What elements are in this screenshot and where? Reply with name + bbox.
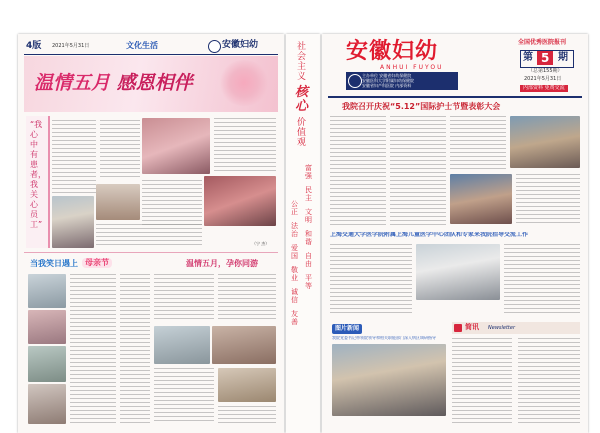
publisher-logo-icon	[348, 74, 362, 88]
section-divider	[24, 252, 278, 253]
values-title-bottom: 价值观	[297, 118, 307, 148]
news-briefs-col1	[452, 338, 512, 424]
story-nurses-col4	[516, 174, 580, 224]
left-page	[18, 34, 284, 433]
masthead-rule	[328, 96, 582, 98]
left-page-number: 4版	[26, 41, 42, 51]
issue-prefix: 第	[523, 52, 533, 63]
value-jingye: 敬业	[291, 266, 298, 282]
photo-nurses-award	[450, 174, 512, 224]
internal-note: 内部资料 免费交流	[520, 85, 568, 92]
masthead-title: 安徽妇幼	[346, 38, 439, 64]
news-briefs-col2	[518, 338, 580, 424]
photo-news-caption: 我院党委书记带领院领导和相关职能部门深入病区调研指导	[332, 336, 436, 340]
news-briefs-icon	[454, 324, 462, 332]
right-page	[322, 34, 588, 433]
publisher-line-3: 安徽省妇产科医院 内部资料	[362, 83, 412, 88]
story2-photo-4	[28, 384, 66, 424]
story1-photo-ceremony	[204, 176, 276, 226]
issue-suffix: 期	[558, 52, 568, 63]
header-rule	[24, 54, 278, 55]
value-aiguo: 爱国	[291, 244, 298, 260]
story1-text-col1	[52, 120, 96, 194]
values-col-left	[291, 200, 301, 326]
headline-nurses-day: 我院召开庆祝“5.12”国际护士节暨表彰大会	[342, 102, 501, 111]
banner-title-part1: 温情五月	[34, 72, 111, 94]
masthead-pinyin: ANHUI FUYOU	[380, 64, 444, 71]
photo-nurses-stage	[510, 116, 580, 168]
story2-title: 当我笑日遇上	[30, 259, 78, 268]
story-nurses-col1	[330, 116, 386, 226]
value-chengxin: 诚信	[291, 288, 298, 304]
issue-number: 5	[537, 51, 553, 65]
story-nurses-col2	[390, 116, 446, 226]
publisher-line-2: 安徽医科大学附属妇幼保健院	[362, 78, 414, 83]
story-visit-col2	[504, 244, 580, 316]
story1-label-text: “我心中有患者，我关心员工”	[30, 120, 46, 229]
value-wenming: 文明	[305, 208, 312, 224]
value-fazhi: 法治	[291, 222, 298, 238]
story3-photo-tour	[154, 326, 210, 364]
story1-text-col3	[214, 118, 276, 172]
photo-news-label: 图片新闻	[332, 324, 362, 334]
story3-text-col3	[154, 368, 214, 424]
story3-text-col4	[218, 406, 276, 424]
values-col-right	[305, 164, 315, 290]
value-ziyou: 自由	[305, 252, 312, 268]
story1-text-col2	[100, 120, 140, 180]
publisher-line-1: 主办单位 安徽省妇幼保健院	[362, 73, 412, 78]
story1-text-col4	[142, 180, 202, 228]
news-briefs-sub: Newsletter	[488, 325, 516, 331]
value-fuqiang: 富强	[305, 164, 312, 180]
story3-text-col2	[218, 274, 276, 322]
story2-text-col2	[120, 274, 150, 424]
value-hexie: 和谐	[305, 230, 312, 246]
issue-date: 2021年5月31日	[524, 76, 562, 82]
publisher-lines	[362, 73, 458, 88]
story1-photo-group	[52, 196, 94, 248]
left-logo-text: 安徽妇幼	[222, 40, 259, 50]
value-gongzheng: 公正	[291, 200, 298, 216]
total-issue: （总第155期）	[528, 68, 563, 74]
values-title-core: 核心	[295, 85, 309, 114]
story2-text-col1	[70, 274, 116, 424]
values-title-top: 社会主义	[297, 42, 307, 82]
banner-title	[34, 74, 193, 93]
story2-title-tag: 母亲节	[82, 258, 112, 268]
story2-photo-2	[28, 310, 66, 344]
values-strip	[286, 34, 320, 433]
story1-text-col5	[96, 224, 202, 248]
story3-text-col1	[154, 274, 214, 322]
value-minzhu: 民主	[305, 186, 312, 202]
story-visit-col1	[330, 244, 412, 316]
news-briefs-title: 简讯	[465, 323, 479, 331]
banner-flower-decoration	[218, 60, 270, 106]
story2-photo-1	[28, 274, 66, 308]
story3-photo-room	[218, 368, 276, 402]
story3-photo-crowd	[212, 326, 276, 364]
story2-photo-3	[28, 346, 66, 382]
photo-visit-group	[416, 244, 500, 300]
headline-shanghai-visit: 上海交通大学医学院附属上海儿童医学中心团队和专家来我院指导交流工作	[330, 232, 529, 238]
story1-photo-pink-team	[142, 118, 210, 174]
left-section-title: 文化生活	[126, 41, 158, 50]
left-logo-icon	[208, 40, 221, 53]
value-pingdeng: 平等	[305, 274, 312, 290]
tagline: 全国优秀医院报刊	[518, 39, 567, 46]
value-youshan: 友善	[291, 310, 298, 326]
story1-photo-bag	[96, 184, 140, 220]
photo-news-main	[332, 344, 446, 416]
story-nurses-col3	[450, 116, 506, 170]
banner-title-part2: 感恩相伴	[110, 72, 193, 94]
story1-author: （宁 杰）	[252, 241, 270, 246]
story3-title: 温情五月，孕你同游	[186, 259, 258, 268]
left-page-date: 2021年5月31日	[52, 43, 90, 49]
